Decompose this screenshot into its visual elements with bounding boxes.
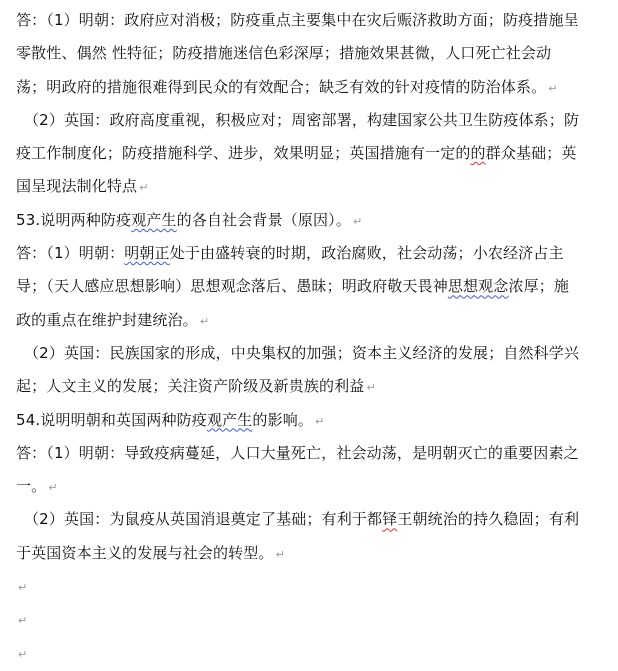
text-line (16, 104, 612, 137)
spellcheck-underlined-text: 观产生 (206, 410, 253, 429)
text-run: 答：（1）明朝： (16, 244, 125, 263)
text-line (16, 603, 612, 636)
text-line (16, 637, 612, 670)
paragraph-mark-icon: ↵ (18, 581, 28, 595)
text-run: （2）英国：为鼠疫从英国消退奠定了基础；有利于都 (24, 510, 383, 529)
text-run: 浓厚；施 (508, 277, 570, 296)
text-run: 国呈现法制化特点 (16, 177, 138, 196)
spellcheck-underlined-text: 的 (470, 144, 486, 163)
paragraph-mark-icon: ↵ (315, 414, 325, 428)
document-page (16, 4, 612, 670)
text-run: 54.说明明朝和英国两种防疫 (16, 410, 207, 429)
paragraph-mark-icon: ↵ (275, 547, 285, 561)
paragraph-mark-icon: ↵ (18, 647, 28, 661)
paragraph-mark-icon: ↵ (18, 614, 28, 628)
text-line (16, 337, 612, 370)
text-line (16, 37, 612, 70)
text-line (16, 370, 612, 403)
text-line (16, 304, 612, 337)
text-line (16, 470, 612, 503)
text-run: 疫工作制度化；防疫措施科学、进步，效果明显；英国措施有一定的 (16, 144, 471, 163)
text-line (16, 204, 612, 237)
text-line (16, 237, 612, 270)
spellcheck-underlined-text: 明朝正 (124, 244, 170, 263)
text-run: 的各自社会背景（原因）。 (176, 210, 351, 229)
text-line (16, 404, 612, 437)
text-line (16, 170, 612, 203)
paragraph-mark-icon: ↵ (366, 381, 376, 395)
text-run: 零散性、偶然 性特征；防疫措施迷信色彩深厚；措施效果甚微，人口死亡社会动 (16, 44, 552, 63)
text-run: 荡；明政府的措施很难得到民众的有效配合；缺乏有效的针对疫情的防治体系。 (16, 77, 547, 96)
text-run: （2）英国：政府高度重视，积极应对；周密部署，构建国家公共卫生防疫体系；防 (24, 110, 580, 129)
text-run: 群众基础；英 (485, 144, 577, 163)
text-run: 起；人文主义的发展；关注资产阶级及新贵族的利益 (16, 377, 365, 396)
spellcheck-underlined-text: 思想观念 (447, 277, 509, 296)
text-run: 处于由盛转衰的时期，政治腐败，社会动荡；小农经济占主 (169, 244, 564, 263)
paragraph-mark-icon: ↵ (548, 81, 558, 95)
text-line (16, 71, 612, 104)
text-line (16, 137, 612, 170)
paragraph-mark-icon: ↵ (352, 214, 363, 228)
text-line (16, 270, 612, 303)
spellcheck-underlined-text: 观产生 (131, 210, 177, 229)
text-run: 政的重点在维护封建统治。 (16, 310, 198, 329)
paragraph-mark-icon: ↵ (139, 181, 149, 195)
text-run: 53.说明两种防疫 (16, 210, 132, 229)
text-line (16, 537, 612, 570)
text-run: 于英国资本主义的发展与社会的转型。 (16, 543, 274, 562)
text-run: （2）英国：民族国家的形成，中央集权的加强；资本主义经济的发展；自然科学兴 (24, 343, 580, 362)
text-line (16, 503, 612, 536)
text-run: 王朝统治的持久稳固；有利 (397, 510, 580, 529)
spellcheck-underlined-text: 铎 (382, 510, 398, 529)
text-line (16, 437, 612, 470)
text-run: 一。 (16, 477, 47, 496)
text-line (16, 570, 612, 603)
text-line (16, 4, 612, 37)
paragraph-mark-icon: ↵ (48, 481, 58, 495)
text-run: 的影响。 (252, 410, 314, 429)
text-run: 答：（1）明朝：政府应对消极；防疫重点主要集中在灾后赈济救助方面；防疫措施呈 (16, 11, 579, 29)
text-run: 答：（1）明朝：导致疫病蔓延，人口大量死亡，社会动荡，是明朝灭亡的重要因素之 (16, 443, 579, 462)
text-run: 导；（天人感应思想影响）思想观念落后、愚昧；明政府敬天畏神 (16, 277, 448, 296)
paragraph-mark-icon: ↵ (199, 314, 210, 328)
